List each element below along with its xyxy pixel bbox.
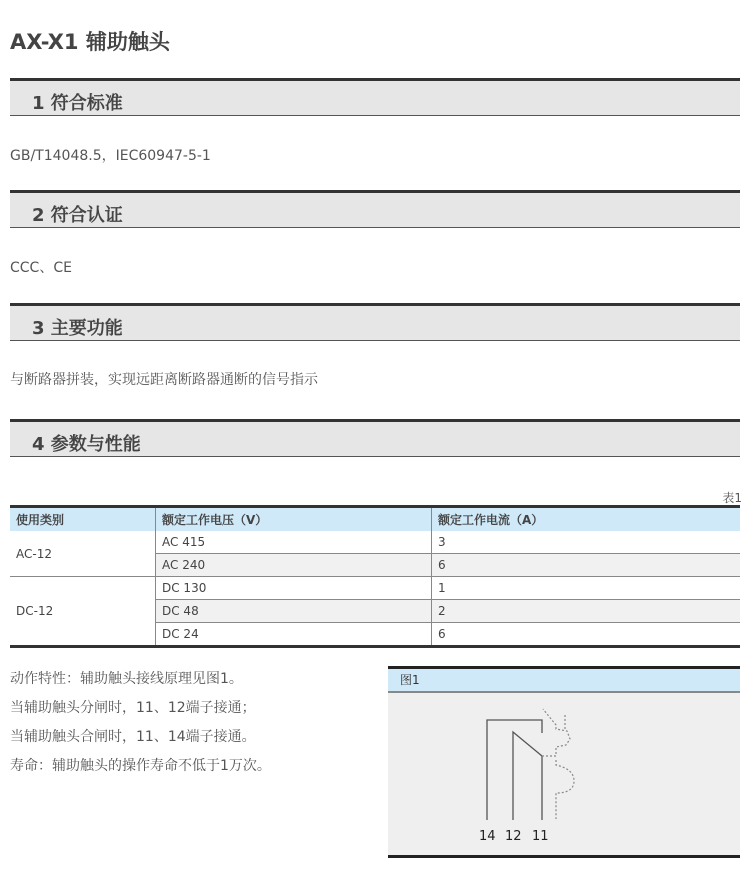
- figure-label: 图1: [388, 669, 740, 693]
- note-line: 寿命：辅助触头的操作寿命不低于1万次。: [10, 758, 271, 774]
- table-row: [10, 577, 740, 600]
- current-cell: 6: [432, 554, 741, 577]
- table-caption: 表1: [722, 491, 742, 505]
- current-cell: 2: [432, 600, 741, 623]
- note-line: 当辅助触头合闸时，11、14端子接通。: [10, 729, 256, 745]
- voltage-cell: AC 240: [156, 554, 432, 577]
- figure-1: [388, 666, 740, 858]
- voltage-cell: AC 415: [156, 531, 432, 554]
- functions-text: 与断路器拼装，实现远距离断路器通断的信号指示: [10, 372, 318, 388]
- contact-wiring-diagram: [388, 669, 740, 859]
- table-row: [10, 531, 740, 554]
- section-header-standards: [10, 78, 740, 116]
- terminal-label: 11: [532, 829, 549, 844]
- parameters-table: [10, 505, 740, 648]
- table-header-row: [10, 507, 740, 532]
- terminal-12-line: [513, 732, 542, 820]
- section-header-functions: [10, 303, 740, 341]
- terminal-14-line: [487, 720, 542, 820]
- section-title: 2 符合认证: [32, 205, 123, 226]
- category-cell: AC-12: [10, 531, 156, 577]
- column-header: 额定工作电压（V）: [156, 507, 432, 532]
- page-title: AX-X1 辅助触头: [10, 30, 170, 54]
- current-cell: 6: [432, 623, 741, 647]
- voltage-cell: DC 130: [156, 577, 432, 600]
- terminal-label: 12: [505, 829, 522, 844]
- section-header-certification: [10, 190, 740, 228]
- section-title: 1 符合标准: [32, 93, 123, 114]
- section-title: 4 参数与性能: [32, 434, 141, 455]
- section-title: 3 主要功能: [32, 318, 123, 339]
- section-header-parameters: [10, 419, 740, 457]
- terminal-label: 14: [479, 829, 496, 844]
- column-header: 额定工作电流（A）: [432, 507, 741, 532]
- voltage-cell: DC 48: [156, 600, 432, 623]
- current-cell: 3: [432, 531, 741, 554]
- note-line: 动作特性：辅助触头接线原理见图1。: [10, 671, 243, 687]
- voltage-cell: DC 24: [156, 623, 432, 647]
- standards-text: GB/T14048.5，IEC60947-5-1: [10, 148, 211, 164]
- actuator-dotted-linkage: [542, 709, 574, 819]
- category-cell: DC-12: [10, 577, 156, 647]
- note-line: 当辅助触头分闸时，11、12端子接通；: [10, 700, 256, 716]
- certification-text: CCC、CE: [10, 260, 72, 276]
- current-cell: 1: [432, 577, 741, 600]
- notes: [10, 665, 271, 781]
- column-header: 使用类别: [10, 507, 156, 532]
